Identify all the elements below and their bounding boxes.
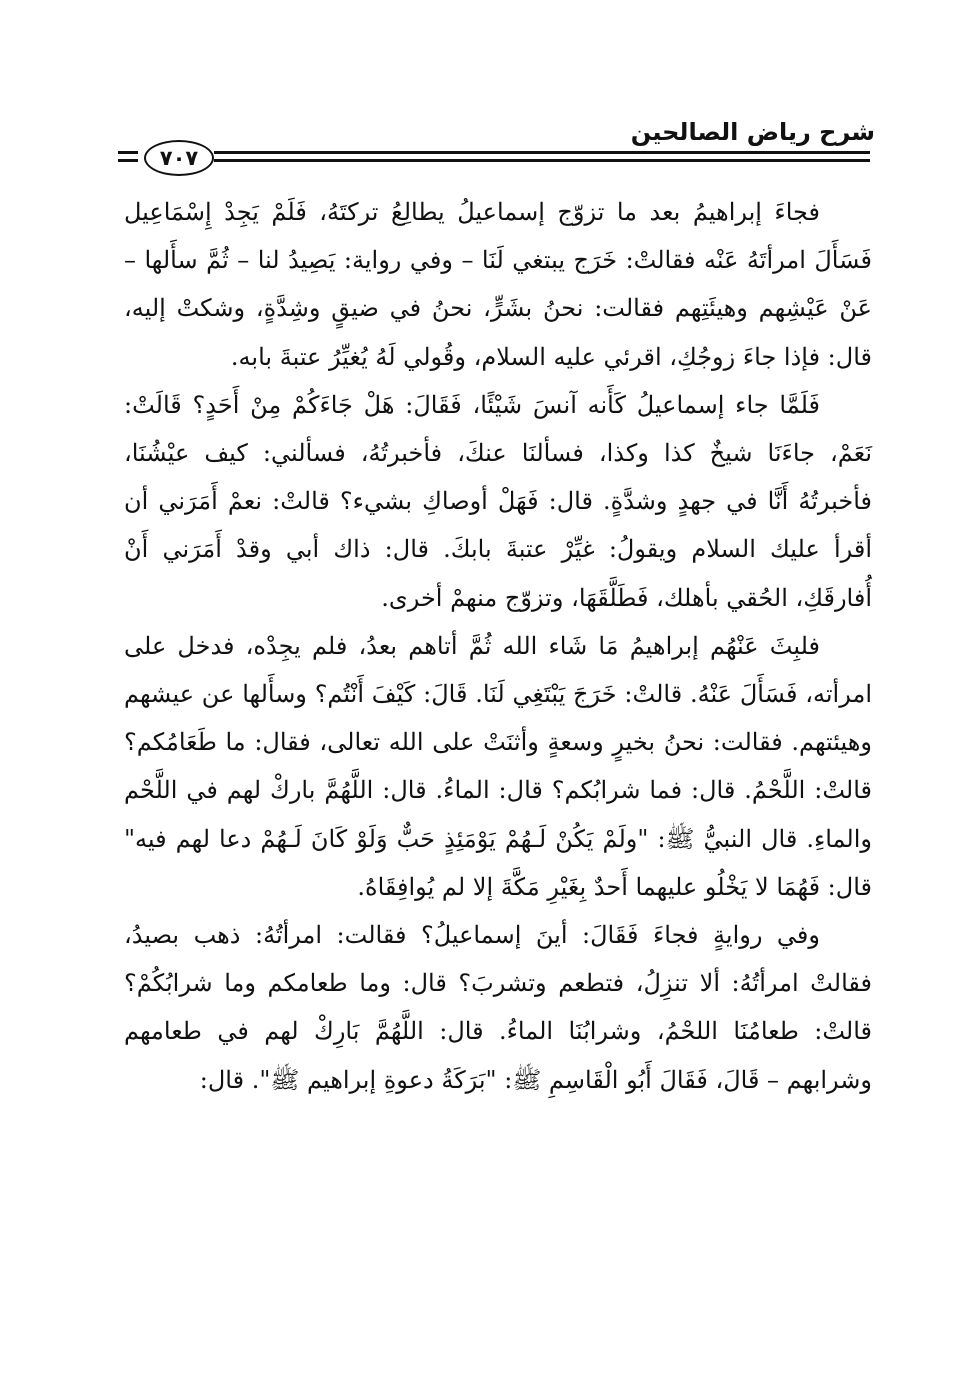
rule-line (118, 151, 138, 154)
rule-line (118, 159, 138, 162)
paragraph: فجاءَ إبراهيمُ بعد ما تزوّج إسماعيلُ يطالِعُ تركتَهُ، فَلَمْ يَجِدْ إِسْمَاعِيل فَسَأَلَ امرأتَهُ عَنْه فقالتْ: خَرَج يبتغي لَنَا – وفي رواية: يَصِيدُ لنا – ثُمَّ سأَلها – عَنْ عَيْشِهم وهيئَتِهم فقالت: نحنُ بشَرٍّ، نحنُ في ضيقٍ وشِدَّةٍ، وشكتْ إليه، قال: فإذا جاءَ زوجُكِ، اقرئي عليه السلام، وقُولي لَهُ يُغيِّرُ عتبةَ بابه. (124, 198, 872, 371)
header-rule (118, 146, 870, 170)
rule-line (214, 151, 870, 154)
rule-line (214, 159, 870, 162)
paragraph: وفي روايةٍ فجاءَ فَقَالَ: أينَ إسماعيلُ؟ فقالت: امرأتُهُ: ذهب بصيدُ، فقالتْ امرأتُهُ: ألا تنزِلُ، فتطعم وتشربَ؟ قال: وما طعامكم وما شرابُكُمْ؟ قالتْ: طعامُنَا اللحْمُ، وشرابُنَا الماءُ. قال: اللَّهُمَّ بَارِكْ لهم في طعامهم وشرابهم – قَالَ، فَقَالَ أَبُو الْقَاسِمِ ﷺ: "بَرَكَةُ دعوةِ إبراهيم ﷺ". قال: (124, 921, 872, 1094)
page-number-badge: ٧٠٧ (144, 140, 214, 176)
body-text (124, 188, 872, 1104)
paragraph: فلبِثَ عَنْهُم إبراهيمُ مَا شَاء الله ثُمَّ أتاهم بعدُ، فلم يجِدْه، فدخل على امرأته، فَسَأَلَ عَنْهُ. قالتْ: خَرَجَ يَبْتَغِي لَنَا. قَالَ: كَيْفَ أَنْتُم؟ وسأَلها عن عيشهم وهيئتهم. فقالت: نحنُ بخيرٍ وسعةٍ وأثنَتْ على الله تعالى، فقال: ما طَعَامُكم؟ قالتْ: اللَّحْمُ. قال: فما شرابُكم؟ قال: الماءُ. قال: اللَّهُمَّ باركْ لهم في اللَّحْم والماءِ. قال النبيُّ ﷺ: "ولَمْ يَكُنْ لَـهُمْ يَوْمَئِذٍ حَبٌّ وَلَوْ كَانَ لَـهُمْ دعا لهم فيه" قال: فَهُمَا لا يَخْلُو عليهما أَحدٌ بِغَيْرِ مَكَّةَ إلا لم يُوافِقَاهُ. (124, 631, 872, 901)
running-title: شرح رياض الصالحين (630, 118, 875, 146)
paragraph: فَلَمَّا جاء إسماعيلُ كَأَنه آنسَ شَيْئًا، فَقَالَ: هَلْ جَاءَكُمْ مِنْ أَحَدٍ؟ قَالَتْ: نَعَمْ، جاءَنَا شيخٌ كذا وكذا، فسألنَا عنكَ، فأخبرتُهُ، فسألني: كيف عيْشُنَا، فأخبرتُهُ أَنَّا في جهدٍ وشدَّةٍ. قال: فَهَلْ أوصاكِ بشيء؟ قالتْ: نعمْ أَمَرَني أن أقرأ عليك السلام ويقولُ: غيِّرْ عتبةَ بابكَ. قال: ذاك أبي وقدْ أَمَرَني أَنْ أُفارقَكِ، الحُقي بأهلك، فَطَلَّقَهَا، وتزوّج منهمْ أخرى. (124, 390, 872, 612)
